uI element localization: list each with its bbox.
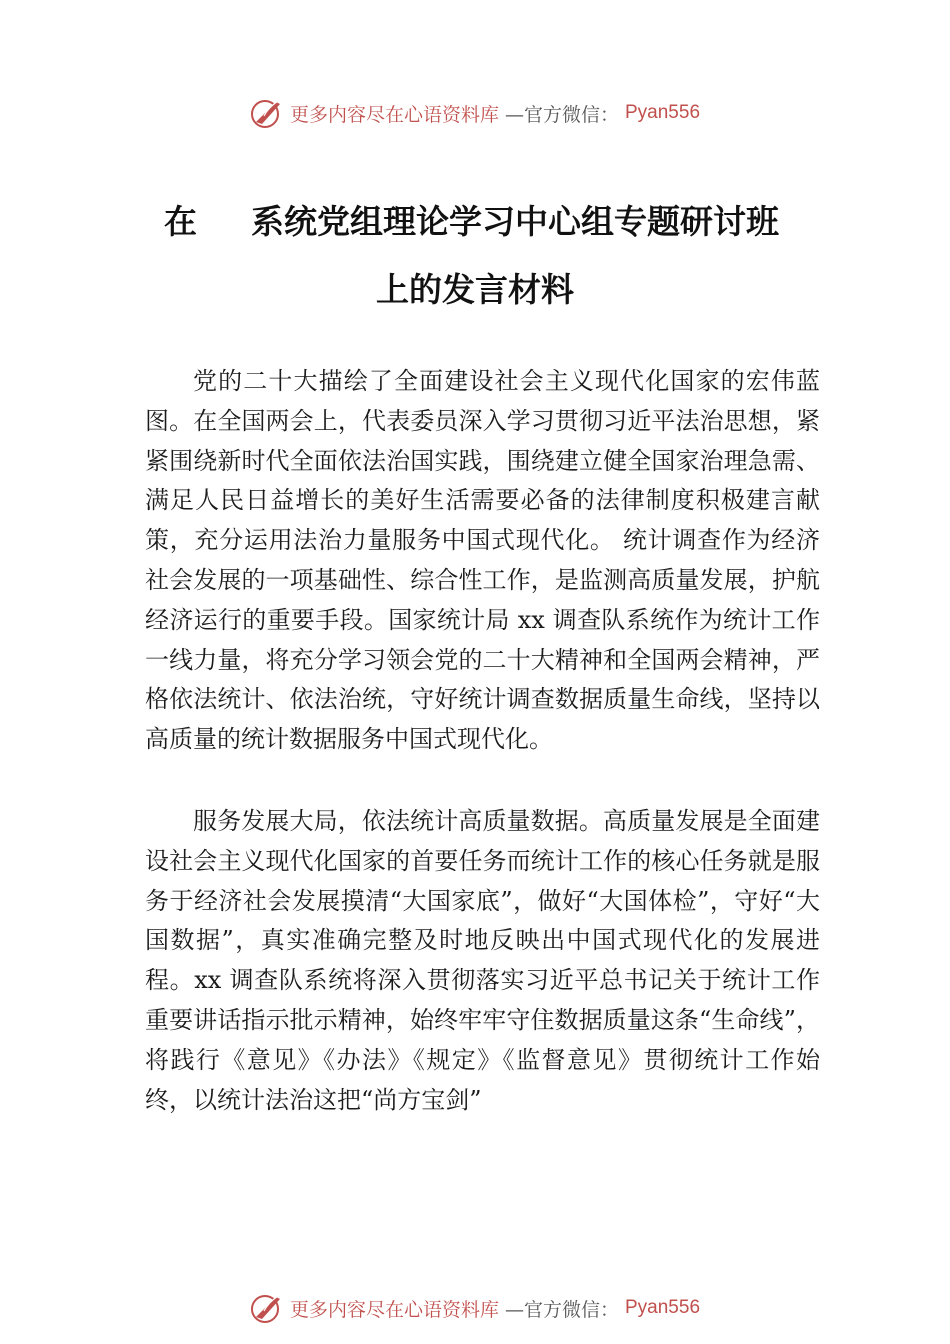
banner-wechat-id: Pyan556 bbox=[625, 102, 701, 123]
body-section-2 bbox=[145, 802, 820, 1120]
body-section-1 bbox=[145, 362, 820, 760]
banner-wechat-label: —官方微信： bbox=[504, 103, 619, 126]
document-title-line-2: 上的发言材料 bbox=[376, 270, 574, 309]
paragraph-1: 党的二十大描绘了全面建设社会主义现代化国家的宏伟蓝图。在全国两会上，代表委员深入学习贯彻习近平法治思想，紧紧围绕新时代全面依法治国实践，围绕建立健全国家治理急需、满足人民日益增长的美好生活需要必备的法律制度积极建言献策，充分运用法治力量服务中国式现代化。 统计调查作为经济社会发展的一项基础性、综合性工作，是监测高质量发展，护航经济运行的重要手段。国家统计局 xx 调查队系统作为统计工作一线力量，将充分学习领会党的二十大精神和全国两会精神，严格依法统计、依法治统，守好统计调查数据质量生命线，坚持以高质量的统计数据服务中国式现代化。 bbox=[145, 367, 820, 754]
quill-pen-logo-icon bbox=[250, 1291, 284, 1325]
paragraph-2: 服务发展大局，依法统计高质量数据。高质量发展是全面建设社会主义现代化国家的首要任务而统计工作的核心任务就是服务于经济社会发展摸清“大国家底”，做好“大国体检”，守好“大国数据”，真实准确完整及时地反映出中国式现代化的发展进程。xx 调查队系统将深入贯彻落实习近平总书记关于统计工作重要讲话指示批示精神，始终牢牢守住数据质量这条“生命线”，将践行《意见》《办法》《规定》《监督意见》贯彻统计工作始终，以统计法治这把“尚方宝剑” bbox=[145, 807, 820, 1114]
quill-pen-logo-icon bbox=[250, 96, 284, 130]
banner-library-text: 更多内容尽在心语资料库 bbox=[289, 103, 499, 126]
title-main: 系统党组理论学习中心组专题研讨班 bbox=[251, 202, 779, 241]
footer-banner bbox=[0, 1291, 950, 1325]
title-prefix: 在 bbox=[164, 202, 199, 241]
footer-wechat-label: —官方微信： bbox=[504, 1298, 619, 1321]
footer-library-text: 更多内容尽在心语资料库 bbox=[289, 1298, 499, 1321]
header-banner bbox=[0, 96, 950, 130]
footer-wechat-id: Pyan556 bbox=[625, 1297, 701, 1318]
document-title-line-1 bbox=[150, 196, 820, 243]
